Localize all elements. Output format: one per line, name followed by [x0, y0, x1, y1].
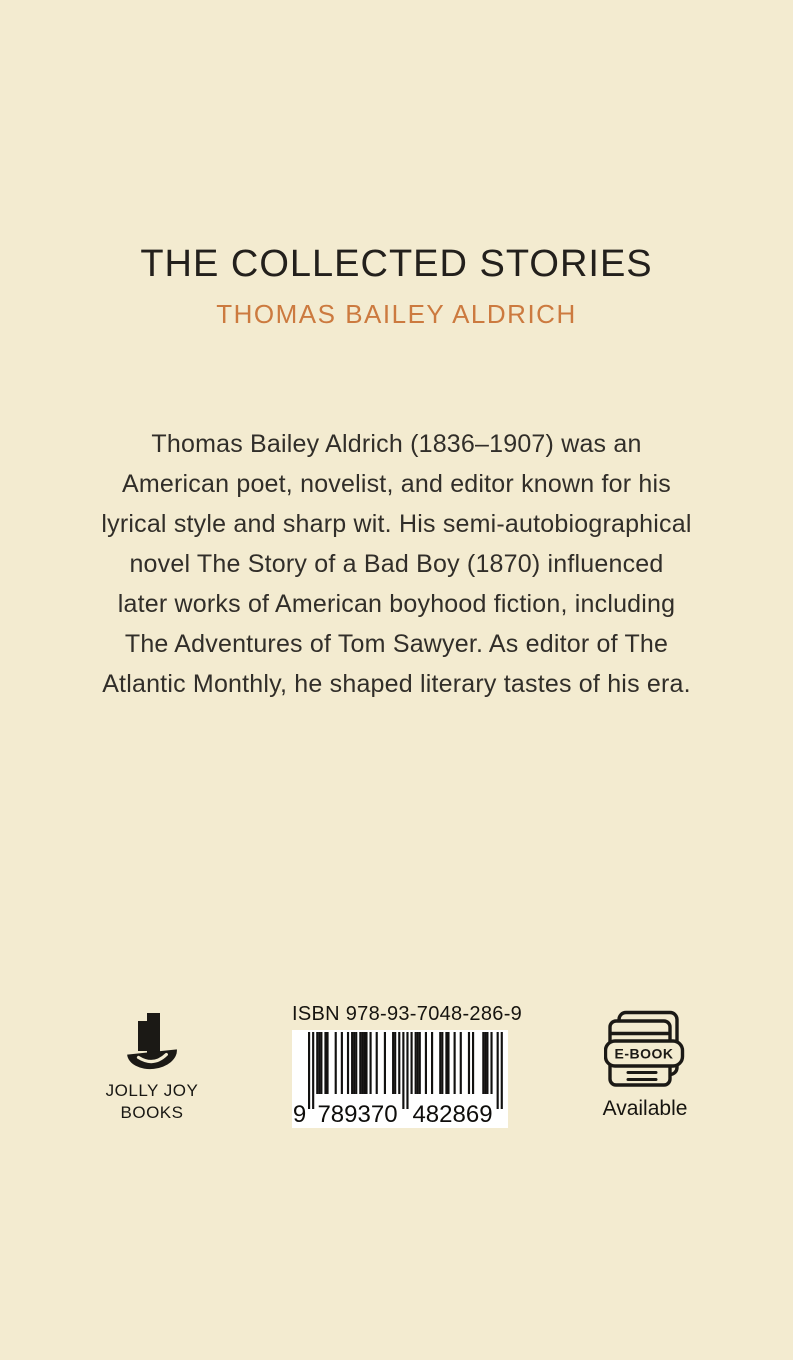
ebook-block [597, 1010, 693, 1121]
barcode-bars [308, 1032, 504, 1110]
bio-line: novel The Story of a Bad Boy (1870) influenced [129, 550, 664, 578]
isbn-barcode-block [292, 1003, 523, 1128]
publisher-name-line1: JOLLY JOY [105, 1081, 199, 1100]
bio-line: American poet, novelist, and editor known for his [122, 470, 671, 498]
barcode-digits-left: 789370 [317, 1101, 398, 1128]
jolly-joy-smiling-j-icon [127, 1012, 177, 1070]
publisher-name-line2: BOOKS [120, 1103, 184, 1122]
publisher-block [92, 1012, 212, 1124]
ebook-badge-label: E-BOOK [614, 1045, 674, 1062]
ebook-availability: Available [602, 1097, 688, 1120]
bio-line: Thomas Bailey Aldrich (1836–1907) was an [151, 430, 642, 458]
book-author: THOMAS BAILEY ALDRICH [216, 299, 577, 329]
bio-line: Atlantic Monthly, he shaped literary tastes of his era. [102, 670, 691, 698]
bio-line: The Adventures of Tom Sawyer. As editor of The [124, 630, 669, 658]
barcode-digit-lead: 9 [292, 1101, 307, 1128]
barcode [292, 1030, 508, 1128]
author-bio [0, 424, 793, 704]
barcode-digits-right: 482869 [412, 1101, 493, 1128]
book-title: THE COLLECTED STORIES [140, 243, 653, 285]
publisher-name [92, 1080, 212, 1124]
ebook-icon [604, 1010, 686, 1090]
isbn-label: ISBN 978-93-7048-286-9 [292, 1003, 523, 1025]
bio-line: lyrical style and sharp wit. His semi-autobiographical [101, 510, 692, 538]
bio-line: later works of American boyhood fiction, including [117, 590, 676, 618]
